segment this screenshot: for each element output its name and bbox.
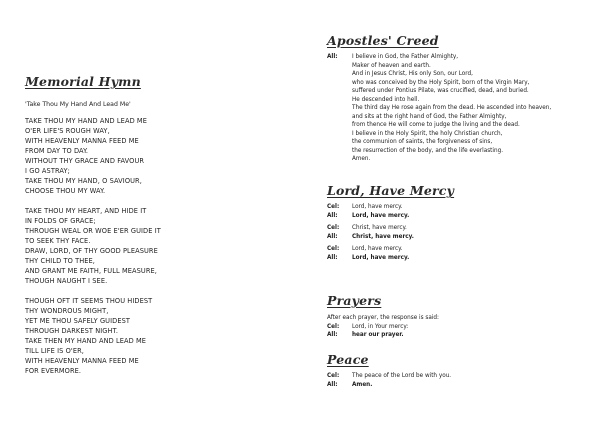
- hymn-stanza: [25, 116, 285, 196]
- creed-line-text: the resurrection of the body, and the life everlasting.: [352, 147, 503, 154]
- speaker-label: Cel:: [327, 204, 340, 210]
- creed-text: [327, 53, 589, 164]
- hymn-line: CHOOSE THOU MY WAY.: [25, 187, 106, 195]
- speaker-label: All:: [327, 332, 338, 338]
- hymn-stanzas: [25, 116, 285, 376]
- hymn-line: TAKE THEN MY HAND AND LEAD ME: [25, 337, 147, 345]
- creed-line: [327, 104, 589, 113]
- creed-line-text: the communion of saints, the forgiveness of sins,: [352, 139, 493, 145]
- creed-title: Apostles' Creed: [327, 33, 439, 48]
- speaker-label: Cel:: [327, 225, 340, 231]
- hymn-line: TAKE THOU MY HEART, AND HIDE IT: [25, 207, 147, 215]
- response-text: Christ, have mercy.: [352, 225, 407, 231]
- creed-line: [327, 130, 589, 139]
- memorial-hymn-section: [25, 74, 285, 386]
- speaker-label: [327, 138, 352, 147]
- speaker-label: Cel:: [327, 373, 340, 379]
- creed-line: [327, 121, 589, 130]
- hymn-line: DRAW, LORD, OF THY GOOD PLEASURE: [25, 247, 158, 255]
- hymn-line: I GO ASTRAY;: [25, 167, 70, 175]
- hymn-line: YET ME THOU SAFELY GUIDEST: [25, 317, 131, 325]
- mercy-line: [327, 203, 589, 212]
- mercy-line: [327, 224, 589, 233]
- hymn-line: TAKE THOU MY HAND AND LEAD ME: [25, 117, 147, 125]
- prayers-responses: [327, 323, 589, 340]
- creed-line: [327, 155, 589, 164]
- creed-line-text: and sits at the right hand of God, the Father Almighty,: [352, 113, 507, 120]
- peace-line: [327, 381, 589, 390]
- apostles-creed-section: [327, 33, 589, 164]
- hymn-line: THOUGH OFT IT SEEMS THOU HIDEST: [25, 297, 153, 305]
- speaker-label: [327, 104, 352, 113]
- speaker-label: All:: [327, 381, 338, 388]
- speaker-label: [327, 147, 352, 156]
- speaker-label: [327, 87, 352, 96]
- hymn-stanza: [25, 206, 285, 286]
- speaker-label: All:: [327, 212, 338, 219]
- response-text: Lord, have mercy.: [352, 212, 410, 219]
- creed-line: [327, 113, 589, 122]
- creed-line-text: from thence He will come to judge the living and the dead.: [352, 122, 520, 128]
- creed-line-text: I believe in the Holy Spirit, the holy Christian church,: [352, 130, 503, 137]
- creed-line-text: who was conceived by the Holy Spirit, born of the Virgin Mary,: [352, 79, 530, 86]
- speaker-label: All:: [327, 54, 338, 60]
- creed-line-text: The third day He rose again from the dead. He ascended into heaven,: [352, 105, 552, 111]
- hymn-line: THY CHILD TO THEE,: [25, 257, 95, 265]
- hymn-title: Memorial Hymn: [25, 74, 141, 89]
- response-text: Christ, have mercy.: [352, 233, 414, 240]
- hymn-line: FROM DAY TO DAY.: [25, 147, 89, 155]
- speaker-label: [327, 113, 352, 122]
- response-text: Amen.: [352, 381, 373, 388]
- hymn-line: THY WONDROUS MIGHT,: [25, 307, 109, 315]
- speaker-label: [327, 155, 352, 164]
- hymn-line: TAKE THOU MY HAND, O SAVIOUR,: [25, 177, 142, 185]
- hymn-line: O'ER LIFE'S ROUGH WAY,: [25, 127, 110, 135]
- creed-line-text: Amen.: [352, 156, 371, 162]
- creed-line: [327, 70, 589, 79]
- hymn-line: IN FOLDS OF GRACE;: [25, 217, 96, 225]
- prayers-title: Prayers: [327, 293, 382, 308]
- response-text: The peace of the Lord be with you.: [352, 373, 452, 379]
- hymn-line: THOUGH NAUGHT I SEE.: [25, 277, 108, 285]
- prayer-line: [327, 331, 589, 340]
- speaker-label: [327, 121, 352, 130]
- speaker-label: All:: [327, 233, 338, 240]
- speaker-label: Cel:: [327, 323, 340, 330]
- mercy-pair: [327, 245, 589, 262]
- speaker-label: [327, 79, 352, 88]
- creed-line: [327, 79, 589, 88]
- creed-line-text: I believe in God, the Father Almighty,: [352, 54, 459, 60]
- creed-line: [327, 138, 589, 147]
- creed-line: [327, 87, 589, 96]
- mercy-line: [327, 254, 589, 263]
- response-text: Lord, have mercy.: [352, 246, 403, 252]
- creed-line-text: Maker of heaven and earth.: [352, 62, 431, 69]
- prayers-section: [327, 293, 589, 340]
- response-text: Lord, in Your mercy:: [352, 323, 409, 330]
- peace-responses: [327, 372, 589, 389]
- peace-line: [327, 372, 589, 381]
- speaker-label: [327, 70, 352, 79]
- creed-line: [327, 147, 589, 156]
- mercy-line: [327, 245, 589, 254]
- creed-line: [327, 96, 589, 105]
- hymn-line: THROUGH WEAL OR WOE E'ER GUIDE IT: [25, 227, 161, 235]
- hymn-stanza: [25, 296, 285, 376]
- prayer-line: [327, 323, 589, 332]
- speaker-label: [327, 62, 352, 71]
- creed-line: [327, 62, 589, 71]
- hymn-line: WITH HEAVENLY MANNA FEED ME: [25, 357, 139, 365]
- mercy-pair: [327, 203, 589, 220]
- creed-line: [327, 53, 589, 62]
- hymn-line: TILL LIFE IS O'ER,: [25, 347, 84, 355]
- mercy-pair: [327, 224, 589, 241]
- mercy-line: [327, 212, 589, 221]
- right-page: [300, 0, 600, 425]
- hymn-line: THROUGH DARKEST NIGHT.: [25, 327, 119, 335]
- response-text: Lord, have mercy.: [352, 254, 410, 261]
- response-text: Lord, have mercy.: [352, 204, 403, 210]
- creed-line-text: He descended into hell.: [352, 96, 420, 103]
- speaker-label: [327, 96, 352, 105]
- mercy-title: Lord, Have Mercy: [327, 183, 455, 198]
- creed-line-text: And in Jesus Christ, His only Son, our Lord,: [352, 71, 473, 77]
- response-text: hear our prayer.: [352, 332, 404, 338]
- hymn-line: WITH HEAVENLY MANNA FEED ME: [25, 137, 139, 145]
- hymn-line: AND GRANT ME FAITH, FULL MEASURE,: [25, 267, 157, 275]
- hymn-line: WITHOUT THY GRACE AND FAVOUR: [25, 157, 145, 165]
- creed-line-text: suffered under Pontius Pilate, was crucified, dead, and buried.: [352, 88, 529, 94]
- hymn-line: FOR EVERMORE.: [25, 367, 82, 375]
- hymn-line: TO SEEK THY FACE.: [25, 237, 91, 245]
- mercy-line: [327, 233, 589, 242]
- prayers-intro: After each prayer, the response is said:: [327, 315, 439, 321]
- peace-section: [327, 352, 589, 389]
- mercy-responses: [327, 203, 589, 262]
- peace-title: Peace: [327, 352, 369, 367]
- speaker-label: [327, 130, 352, 139]
- speaker-label: Cel:: [327, 246, 340, 252]
- lord-have-mercy-section: [327, 183, 589, 266]
- speaker-label: All:: [327, 254, 338, 261]
- hymn-subtitle: 'Take Thou My Hand And Lead Me': [25, 101, 131, 108]
